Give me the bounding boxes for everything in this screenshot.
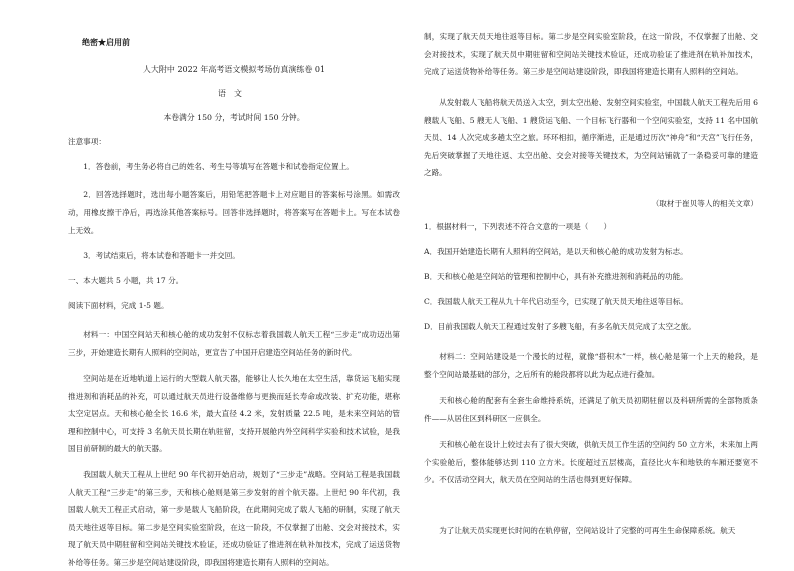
question1-option-c: C．我国载人航天工程从九十年代启动至今，已实现了航天员天地往返等目标。	[424, 297, 688, 306]
section-instruction: 阅读下面材料，完成 1-5 题。	[68, 301, 169, 310]
notice-item-1: 1．答卷前，考生务必将自己的姓名、考生号等填写在答题卡和试卷指定位置上。	[83, 162, 354, 171]
material2-para4: 为了让航天员实现更长时间的在轨停留，空间站设计了完整的可再生生命保障系统。航天	[439, 526, 736, 535]
subject-title: 语文	[218, 89, 250, 98]
section-heading: 一、本大题共 5 小题，共 17 分。	[68, 276, 184, 285]
material2-para3: 天和核心舱在设计上较过去有了很大突破，供航天员工作生活的空间约 50 立方米，未来加上两个实验舱后，整体能够达到 110 立方米。长度超过五层楼高，直径比火车和地铁的车厢还要宽不少。不仅活动空间大，航天员在空间站的生活也得到更好保障。	[424, 440, 758, 484]
question1-stem: 1．根据材料一，下列表述不符合文意的一项是（ ）	[424, 222, 612, 231]
question1-option-a: A．我国开始建造长期有人照料的空间站，是以天和核心舱的成功发射为标志。	[424, 247, 688, 256]
question1-option-d: D．目前我国载人航天工程通过发射了多艘飞船，有多名航天员完成了太空之旅。	[424, 322, 696, 331]
material1-source: （取材于崔贝等人的相关文章）	[651, 199, 758, 208]
material1-para3-continued: 制，实现了航天员天地往返等目标。第二步是空间实验室阶段，在这一阶段，不仅掌握了出舱、交会对接技术，实现了航天员中期驻留和空间站关键技术验证，还成功验证了推进剂在轨补加技术，完成了运送货物补给等任务。第三步是空间站建设阶段，即我国将建造长期有人照料的空间站。	[424, 32, 758, 76]
material1-para4: 从发射载人飞船将航天员送入太空，到太空出舱、发射空间实验室，中国载人航天工程先后用 6 艘载人飞船、5 艘无人飞船、1 艘货运飞船、一个目标飞行器和一个空间实验室，支持 11 名中国航天员、14 人次完成多趟太空之旅。环环相扣，循序渐进，正是通过历次“神舟”和“天宫”飞行任务，先后突破掌握了天地往返、太空出舱、交会对接等关键技术，为空间站铺就了一条稳妥可靠的建造之路。	[424, 98, 758, 177]
material1-para3: 我国载人航天工程从上世纪 90 年代初开始启动，规划了“三步走”战略。空间站工程是我国载人航天工程“三步走”的第三步，天和核心舱则是第三步发射的首个航天器。上世纪 90 年代初，我国载人航天工程正式启动，第一步是载人飞船阶段，在此期间完成了载人飞船的研制，实现了航天员天地往返等目标。第二步是空间实验室阶段，在这一阶段，不仅掌握了出舱、交会对接技术，实现了航天员中期驻留和空间站关键技术验证，还成功验证了推进剂在轨补加技术，完成了运送货物补给等任务。第三步是空间站建设阶段，即我国将建造长期有人照料的空间站。	[68, 470, 400, 567]
secret-mark: 绝密★启用前	[82, 37, 130, 47]
notice-item-2: 2．回答选择题时，选出每小题答案后，用铅笔把答题卡上对应题目的答案标号涂黑。如需改动，用橡皮擦干净后，再选涂其他答案标号。回答非选择题时，将答案写在答题卡上。写在本试卷上无效。	[68, 190, 400, 235]
exam-title: 人大附中 2022 年高考语文模拟考场仿真演练卷 01	[142, 65, 326, 74]
notice-item-3: 3．考试结束后，将本试卷和答题卡一并交回。	[83, 251, 240, 260]
material2-para2: 天和核心舱的配套有全套生命维持系统，还满足了航天员初期驻留以及科研所需的全部物质条件——从居住区到科研区一应俱全。	[424, 396, 758, 423]
notice-heading: 注意事项：	[68, 137, 106, 146]
material1-intro: 材料一：中国空间站天和核心舱的成功发射不仅标志着我国载人航天工程“三步走”成功迈出第三步，开始建造长期有人照料的空间站，更宣告了中国开启建造空间站任务的新时代。	[68, 330, 400, 357]
material2-para1: 材料二：空间站建设是一个漫长的过程，就像“搭积木”一样，核心舱是第一个上天的舱段，是整个空间站最基础的部分，之后所有的舱段都将以此为起点进行叠加。	[424, 352, 758, 379]
material1-para2: 空间站是在近地轨道上运行的大型载人航天器，能够让人长久地在太空生活，靠货运飞船实现推进剂和消耗品的补充，可以通过航天员进行设备维修与更换而延长寿命或改装、扩充功能，堪称太空定居点。天和核心舱全长 16.6 米，最大直径 4.2 米，发射质量 22.5 吨，是未来空间站的管理和控制中心，可支持 3 名航天员长期在轨驻留，支持开展舱内外空间科学实验和技术试验，是我国目前研制的最大的航天器。	[68, 374, 400, 453]
question1-option-b: B．天和核心舱是空间站的管理和控制中心，具有补充推进剂和消耗品的功能。	[424, 272, 688, 281]
score-info: 本卷满分 150 分，考试时间 150 分钟。	[163, 113, 305, 122]
